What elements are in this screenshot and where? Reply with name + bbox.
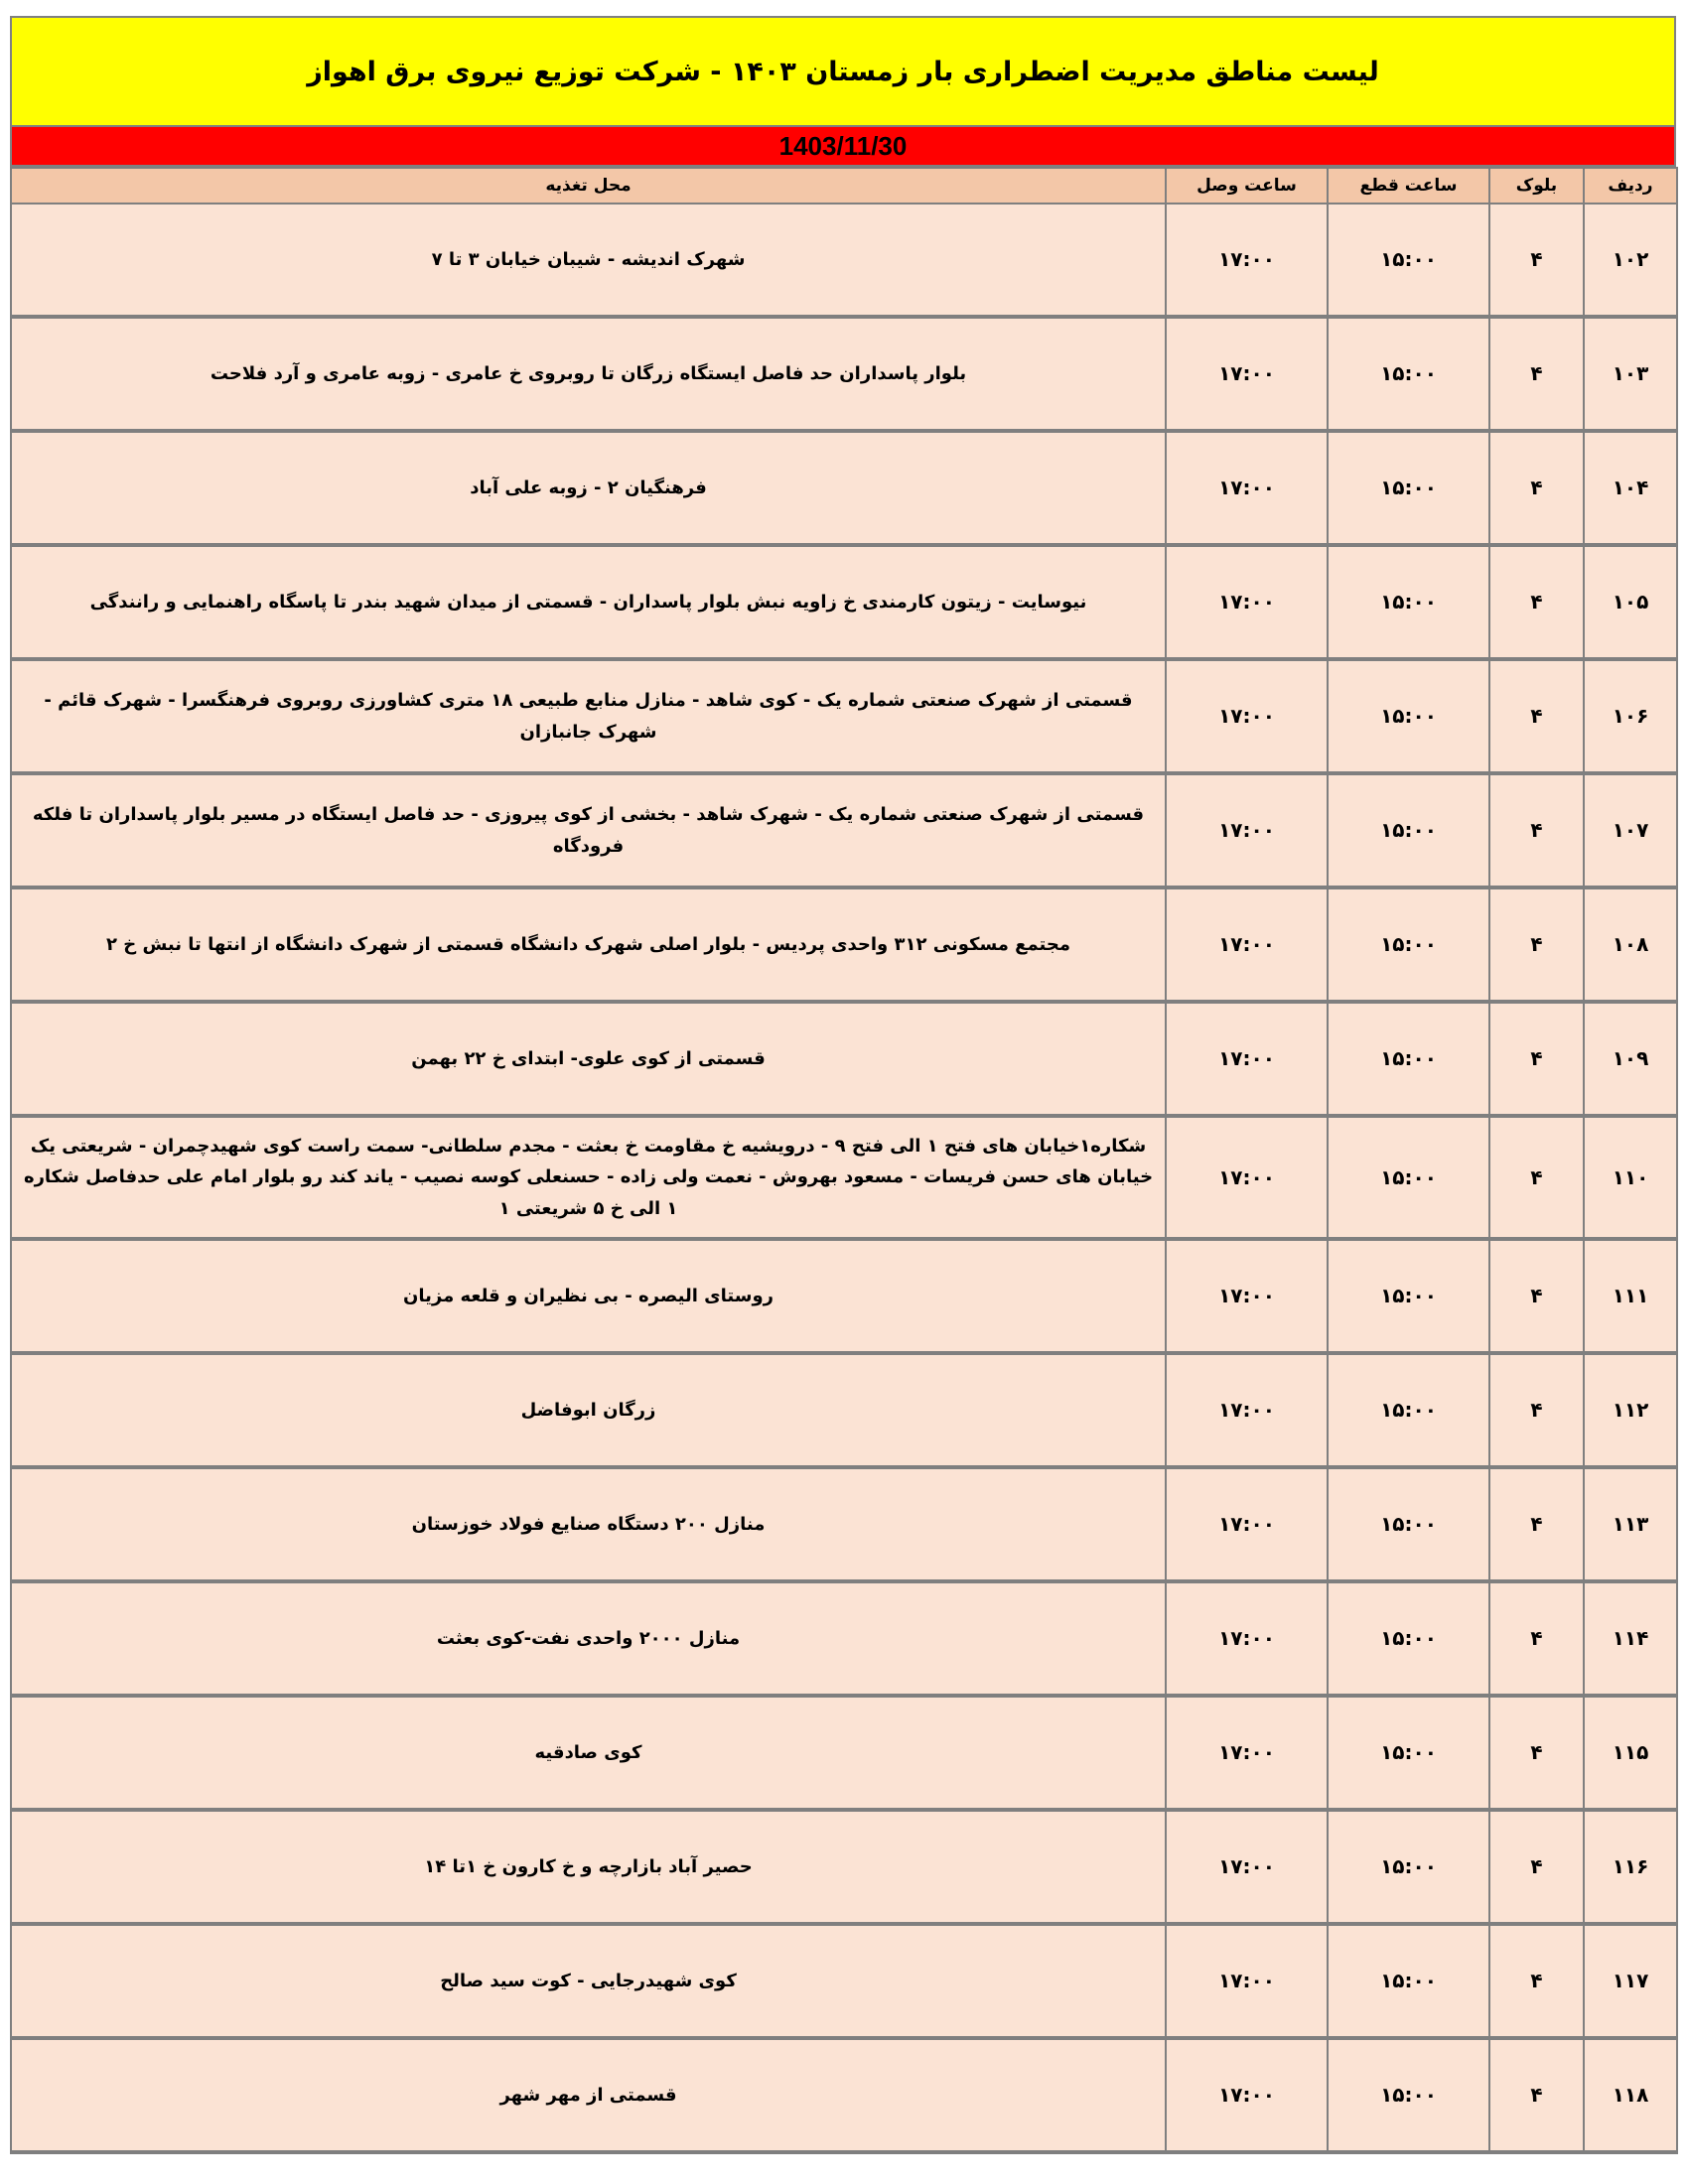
table-row (11, 1810, 1677, 1924)
table-row (11, 1467, 1677, 1581)
block-cell: ۴ (1489, 1353, 1584, 1467)
block-cell: ۴ (1489, 204, 1584, 317)
location-cell: قسمتی از کوی علوی- ابتدای خ ۲۲ بهمن (11, 1002, 1166, 1116)
row-number-cell: ۱۰۶ (1584, 659, 1677, 773)
column-header-connect-time: ساعت وصل (1166, 168, 1328, 204)
cut-time-cell: ۱۵:۰۰ (1328, 1467, 1489, 1581)
table-row (11, 659, 1677, 773)
row-number-cell: ۱۱۵ (1584, 1696, 1677, 1810)
outage-table (10, 167, 1678, 2154)
block-cell: ۴ (1489, 1696, 1584, 1810)
row-number-cell: ۱۱۳ (1584, 1467, 1677, 1581)
table-row (11, 1581, 1677, 1696)
connect-time-cell: ۱۷:۰۰ (1166, 1116, 1328, 1239)
row-number-cell: ۱۱۲ (1584, 1353, 1677, 1467)
block-cell: ۴ (1489, 1002, 1584, 1116)
table-body (11, 204, 1677, 2152)
column-header-block: بلوک (1489, 168, 1584, 204)
cut-time-cell: ۱۵:۰۰ (1328, 317, 1489, 431)
row-number-cell: ۱۱۴ (1584, 1581, 1677, 1696)
cut-time-cell: ۱۵:۰۰ (1328, 659, 1489, 773)
cut-time-cell: ۱۵:۰۰ (1328, 431, 1489, 545)
connect-time-cell: ۱۷:۰۰ (1166, 1239, 1328, 1353)
connect-time-cell: ۱۷:۰۰ (1166, 1924, 1328, 2038)
table-row (11, 1239, 1677, 1353)
table-row (11, 887, 1677, 1002)
column-header-row: ردیف (1584, 168, 1677, 204)
table-header-row (11, 168, 1677, 204)
location-cell: شهرک اندیشه - شیبان خیابان ۳ تا ۷ (11, 204, 1166, 317)
row-number-cell: ۱۰۳ (1584, 317, 1677, 431)
location-cell: قسمتی از مهر شهر (11, 2038, 1166, 2152)
block-cell: ۴ (1489, 1239, 1584, 1353)
location-cell: زرگان ابوفاضل (11, 1353, 1166, 1467)
row-number-cell: ۱۱۰ (1584, 1116, 1677, 1239)
row-number-cell: ۱۱۸ (1584, 2038, 1677, 2152)
location-cell: مجتمع مسکونی ۳۱۲ واحدی پردیس - بلوار اصلی شهرک دانشگاه قسمتی از شهرک دانشگاه از انتها تا نبش خ ۲ (11, 887, 1166, 1002)
row-number-cell: ۱۱۶ (1584, 1810, 1677, 1924)
table-row (11, 773, 1677, 887)
cut-time-cell: ۱۵:۰۰ (1328, 1696, 1489, 1810)
block-cell: ۴ (1489, 317, 1584, 431)
cut-time-cell: ۱۵:۰۰ (1328, 773, 1489, 887)
connect-time-cell: ۱۷:۰۰ (1166, 773, 1328, 887)
cut-time-cell: ۱۵:۰۰ (1328, 2038, 1489, 2152)
cut-time-cell: ۱۵:۰۰ (1328, 545, 1489, 659)
location-cell: شکاره۱خیابان های فتح ۱ الی فتح ۹ - درویشیه خ مقاومت خ بعثت - مجدم سلطانی- سمت راست کوی شهیدچمران - شریعتی یک خیابان های حسن فریسات - مسعود بهروش - نعمت ولی زاده - حسنعلی کوسه نصیب - یاند کند رو بلوار امام علی حدفاصل شکاره ۱ الی خ ۵ شریعتی ۱ (11, 1116, 1166, 1239)
location-cell: قسمتی از شهرک صنعتی شماره یک - کوی شاهد - منازل منابع طبیعی ۱۸ متری کشاورزی روبروی فرهنگسرا - شهرک قائم - شهرک جانبازان (11, 659, 1166, 773)
cut-time-cell: ۱۵:۰۰ (1328, 1239, 1489, 1353)
location-cell: روستای الیصره - بی نظیران و قلعه مزیان (11, 1239, 1166, 1353)
outage-schedule-sheet (10, 16, 1676, 2154)
connect-time-cell: ۱۷:۰۰ (1166, 1467, 1328, 1581)
location-cell: منازل ۲۰۰۰ واحدی نفت-کوی بعثت (11, 1581, 1166, 1696)
location-cell: حصیر آباد بازارچه و خ کارون خ ۱تا ۱۴ (11, 1810, 1166, 1924)
table-row (11, 545, 1677, 659)
location-cell: نیوسایت - زیتون کارمندی خ زاویه نبش بلوار پاسداران - قسمتی از میدان شهید بندر تا پاسگاه راهنمایی و رانندگی (11, 545, 1166, 659)
row-number-cell: ۱۰۵ (1584, 545, 1677, 659)
connect-time-cell: ۱۷:۰۰ (1166, 2038, 1328, 2152)
table-row (11, 1353, 1677, 1467)
table-row (11, 2038, 1677, 2152)
page-title: لیست مناطق مدیریت اضطراری بار زمستان ۱۴۰۳ - شرکت توزیع نیروی برق اهواز (10, 16, 1676, 127)
connect-time-cell: ۱۷:۰۰ (1166, 887, 1328, 1002)
table-row (11, 1924, 1677, 2038)
connect-time-cell: ۱۷:۰۰ (1166, 431, 1328, 545)
column-header-location: محل تغذیه (11, 168, 1166, 204)
connect-time-cell: ۱۷:۰۰ (1166, 1810, 1328, 1924)
cut-time-cell: ۱۵:۰۰ (1328, 1581, 1489, 1696)
connect-time-cell: ۱۷:۰۰ (1166, 545, 1328, 659)
block-cell: ۴ (1489, 545, 1584, 659)
cut-time-cell: ۱۵:۰۰ (1328, 204, 1489, 317)
connect-time-cell: ۱۷:۰۰ (1166, 317, 1328, 431)
block-cell: ۴ (1489, 1924, 1584, 2038)
block-cell: ۴ (1489, 659, 1584, 773)
connect-time-cell: ۱۷:۰۰ (1166, 1581, 1328, 1696)
location-cell: منازل ۲۰۰ دستگاه صنایع فولاد خوزستان (11, 1467, 1166, 1581)
row-number-cell: ۱۱۱ (1584, 1239, 1677, 1353)
connect-time-cell: ۱۷:۰۰ (1166, 1696, 1328, 1810)
block-cell: ۴ (1489, 2038, 1584, 2152)
connect-time-cell: ۱۷:۰۰ (1166, 1002, 1328, 1116)
block-cell: ۴ (1489, 1581, 1584, 1696)
table-row (11, 204, 1677, 317)
table-row (11, 317, 1677, 431)
cut-time-cell: ۱۵:۰۰ (1328, 1924, 1489, 2038)
location-cell: فرهنگیان ۲ - زوبه علی آباد (11, 431, 1166, 545)
row-number-cell: ۱۱۷ (1584, 1924, 1677, 2038)
row-number-cell: ۱۰۸ (1584, 887, 1677, 1002)
table-row (11, 431, 1677, 545)
row-number-cell: ۱۰۲ (1584, 204, 1677, 317)
location-cell: بلوار پاسداران حد فاصل ایستگاه زرگان تا روبروی خ عامری - زوبه عامری و آرد فلاحت (11, 317, 1166, 431)
block-cell: ۴ (1489, 773, 1584, 887)
table-row (11, 1696, 1677, 1810)
cut-time-cell: ۱۵:۰۰ (1328, 1002, 1489, 1116)
block-cell: ۴ (1489, 887, 1584, 1002)
cut-time-cell: ۱۵:۰۰ (1328, 887, 1489, 1002)
row-number-cell: ۱۰۹ (1584, 1002, 1677, 1116)
column-header-cut-time: ساعت قطع (1328, 168, 1489, 204)
connect-time-cell: ۱۷:۰۰ (1166, 1353, 1328, 1467)
table-row (11, 1002, 1677, 1116)
location-cell: کوی شهیدرجایی - کوت سید صالح (11, 1924, 1166, 2038)
location-cell: قسمتی از شهرک صنعتی شماره یک - شهرک شاهد - بخشی از کوی پیروزی - حد فاصل ایستگاه در مسیر بلوار پاسداران تا فلکه فرودگاه (11, 773, 1166, 887)
block-cell: ۴ (1489, 1467, 1584, 1581)
block-cell: ۴ (1489, 1116, 1584, 1239)
location-cell: کوی صادقیه (11, 1696, 1166, 1810)
cut-time-cell: ۱۵:۰۰ (1328, 1353, 1489, 1467)
cut-time-cell: ۱۵:۰۰ (1328, 1810, 1489, 1924)
table-row (11, 1116, 1677, 1239)
date-banner: 1403/11/30 (10, 127, 1676, 167)
connect-time-cell: ۱۷:۰۰ (1166, 204, 1328, 317)
connect-time-cell: ۱۷:۰۰ (1166, 659, 1328, 773)
block-cell: ۴ (1489, 431, 1584, 545)
cut-time-cell: ۱۵:۰۰ (1328, 1116, 1489, 1239)
row-number-cell: ۱۰۷ (1584, 773, 1677, 887)
block-cell: ۴ (1489, 1810, 1584, 1924)
row-number-cell: ۱۰۴ (1584, 431, 1677, 545)
